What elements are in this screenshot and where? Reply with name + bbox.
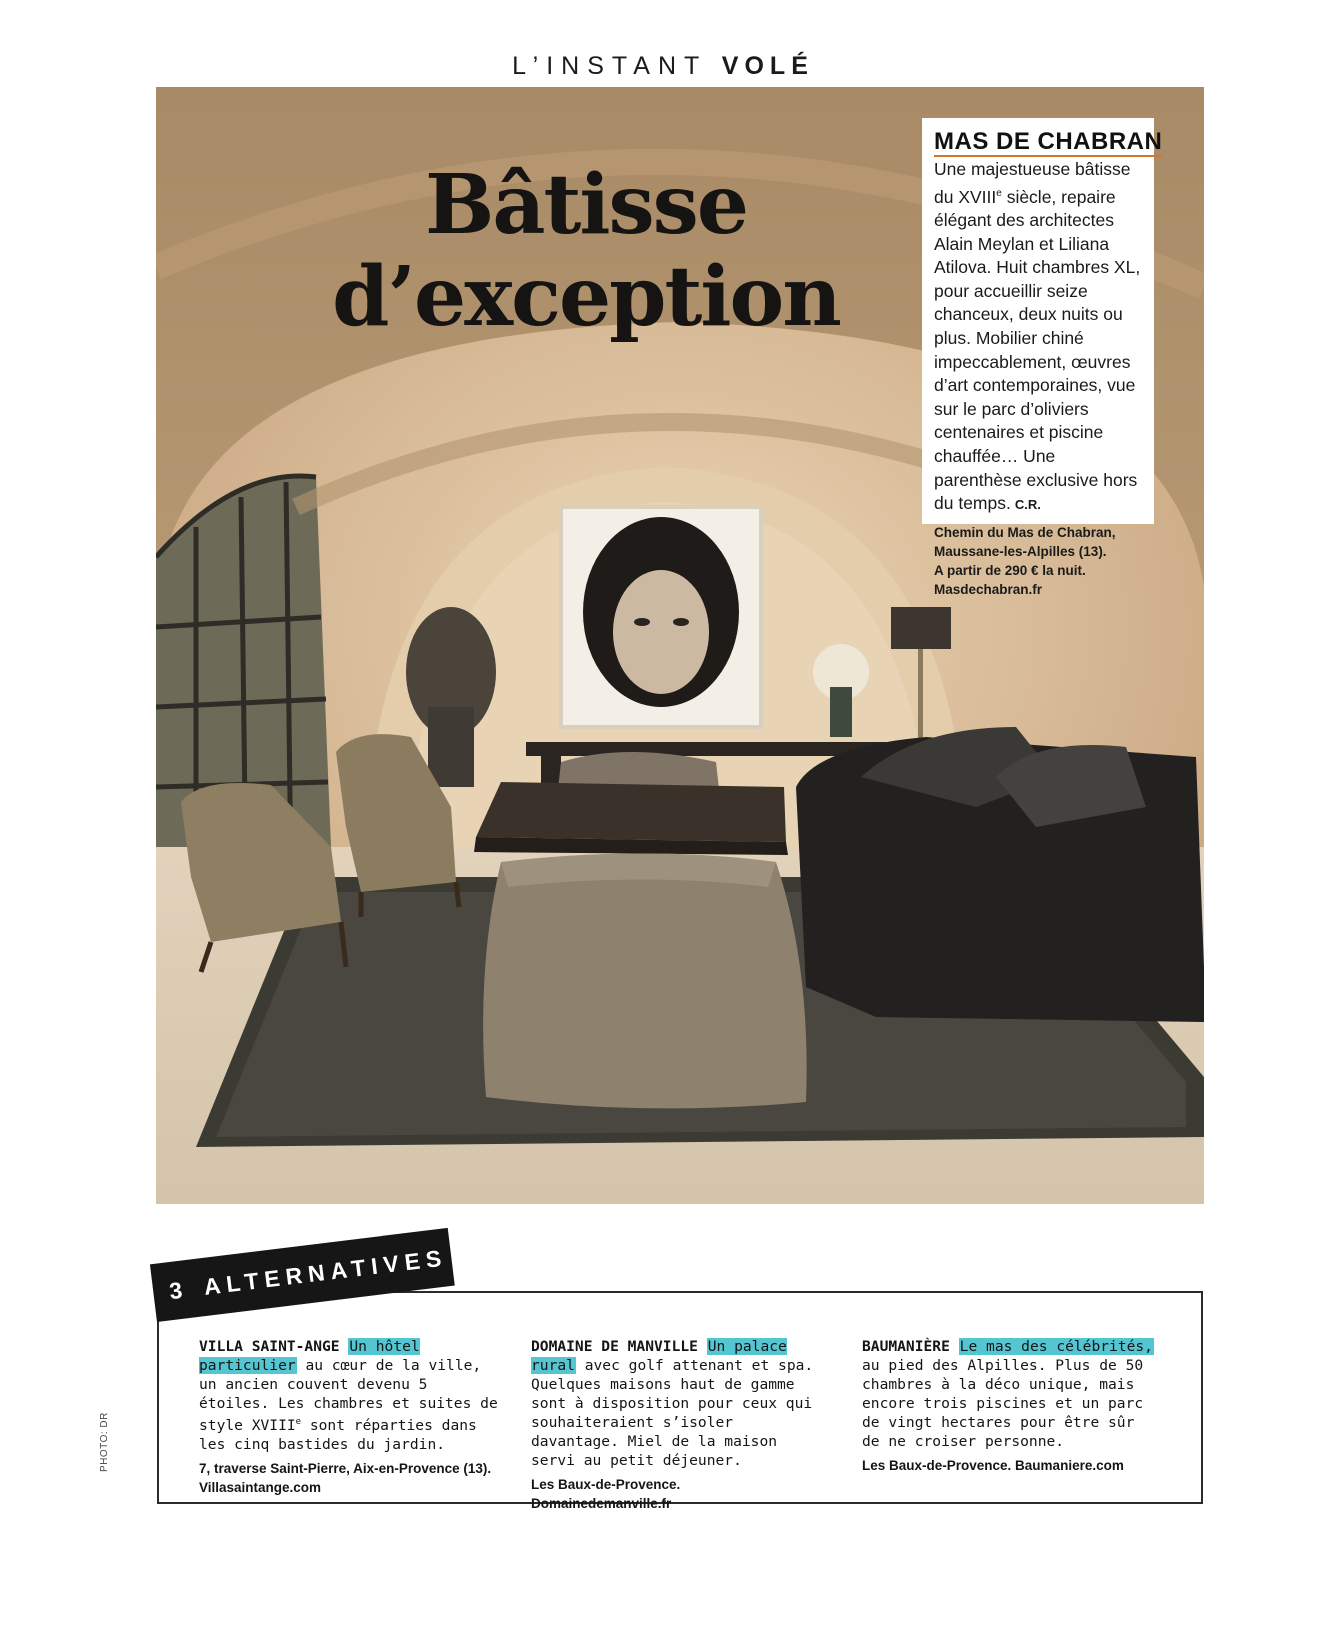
alternative-address: Les Baux-de-Provence. Domainedemanville.fr — [531, 1477, 681, 1511]
kicker-light: L’INSTANT — [512, 52, 707, 80]
info-line: Chemin du Mas de Chabran, — [934, 524, 1116, 540]
caption-body: Une majestueuse bâtisse du XVIIIe siècle, repaire élégant des architectes Alain Meylan et Liliana Atilova. Huit chambres XL, pour accueillir seize chanceux, deux nuits ou plus. Mobilier chiné impeccablement, œuvres d’art contemporaines, vue sur le parc d’oliviers centenaires et piscine chauffée… Une parenthèse exclusive hors du temps. C.R. — [934, 159, 1141, 514]
info-line: A partir de 290 € la nuit. — [934, 562, 1086, 578]
caption-box — [922, 118, 1163, 597]
alternative-highlight: Un palace rural — [531, 1338, 787, 1374]
kicker-bold: VOLÉ — [721, 52, 814, 80]
alternative-address: 7, traverse Saint-Pierre, Aix-en-Provence (13). Villasaintange.com — [199, 1460, 492, 1495]
alternatives-count: 3 — [167, 1275, 190, 1304]
info-website: Masdechabran.fr — [934, 581, 1043, 597]
alternative-name: BAUMANIÈRE — [862, 1338, 950, 1355]
headline — [326, 159, 846, 343]
alternatives-label: ALTERNATIVES — [202, 1243, 449, 1300]
info-line: Maussane-les-Alpilles (13). — [934, 543, 1107, 559]
hero-photo — [156, 87, 1204, 1204]
caption-info — [934, 523, 1142, 599]
alternative-name: DOMAINE DE MANVILLE — [531, 1338, 698, 1355]
section-kicker — [0, 52, 1326, 81]
alternative-item: VILLA SAINT-ANGE Un hôtel particulier au cœur de la ville, un ancien couvent devenu 5 étoiles. Les chambres et suites de style XVIIIe sont réparties dans les cinq bastides du jardin. 7, traverse Saint-Pierre, Aix-en-Provence (13). Villasaintange.com — [199, 1338, 498, 1495]
alternative-highlight: Le mas des célébrités, — [959, 1338, 1153, 1355]
caption-title: MAS DE CHABRAN — [934, 128, 1163, 155]
alternative-highlight: Un hôtel particulier — [199, 1338, 420, 1374]
alternative-address: Les Baux-de-Provence. Baumaniere.com — [862, 1458, 1124, 1473]
headline-line-2: d’exception — [332, 249, 840, 345]
alternative-item: DOMAINE DE MANVILLE Un palace rural avec golf attenant et spa. Quelques maisons haut de gamme sont à disposition pour ceux qui souhaiteraient s’isoler davantage. Miel de la maison servi au petit déjeuner. Les Baux-de-Provence. Domainedemanville.fr — [531, 1337, 823, 1513]
caption-signature: C.R. — [1014, 497, 1041, 513]
photo-credit: PHOTO: DR — [99, 1412, 110, 1472]
alternative-name: VILLA SAINT-ANGE — [199, 1338, 340, 1355]
alternative-item: BAUMANIÈRE Le mas des célébrités, au pied des Alpilles. Plus de 50 chambres à la déco unique, mais encore trois piscines et un parc de vingt hectares pour être sûr de ne croiser personne. Les Baux-de-Provence. Baumaniere.com — [862, 1337, 1158, 1475]
headline-line-1: Bâtisse — [425, 157, 747, 253]
